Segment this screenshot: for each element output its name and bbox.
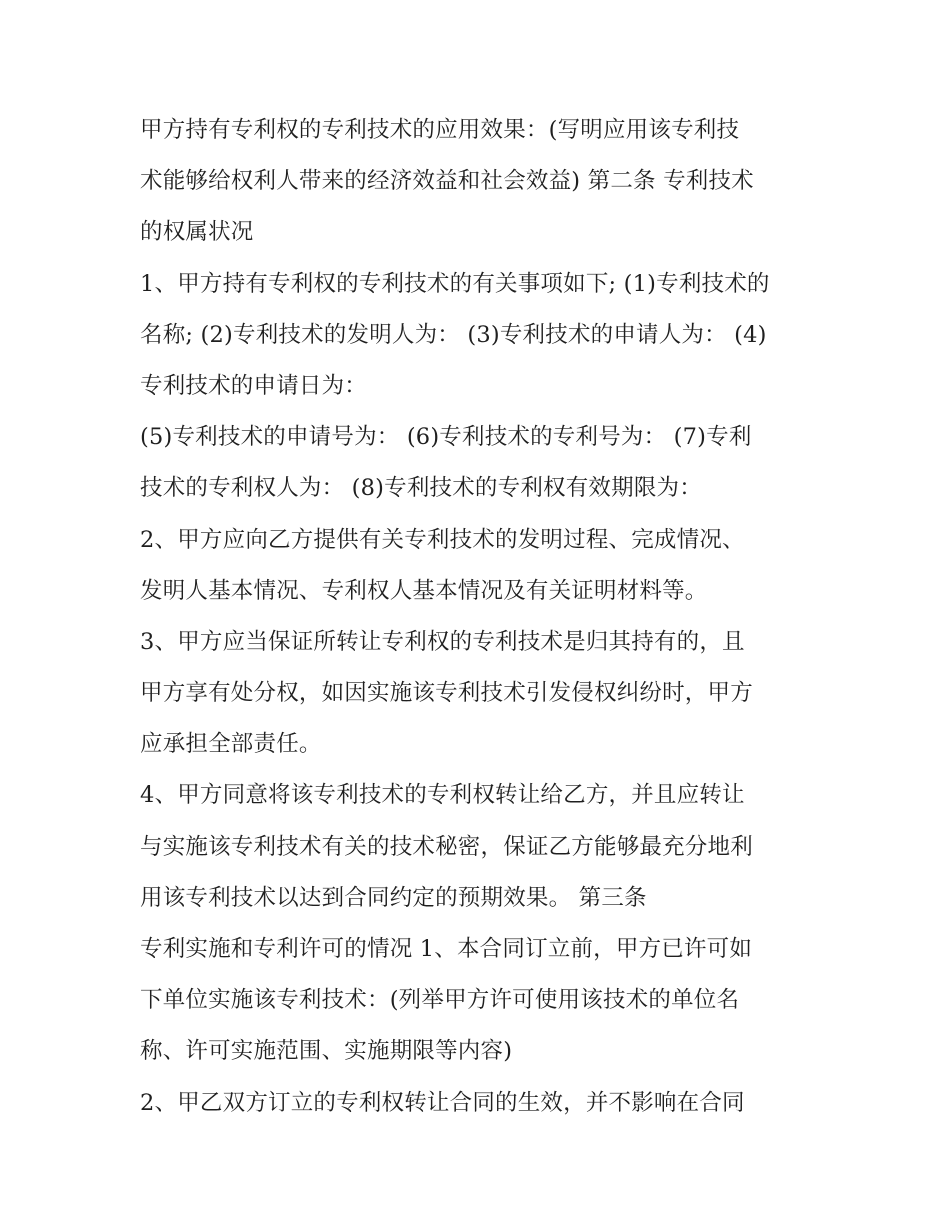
text-line: 下单位实施该专利技术：(列举甲方许可使用该技术的单位名 [140,987,740,1014]
text-line: 3、甲方应当保证所转让专利权的专利技术是归其持有的，且 [140,628,745,655]
text-line: (5)专利技术的申请号为： (6)专利技术的专利号为： (7)专利 [140,424,752,451]
text-line: 称、许可实施范围、实施期限等内容) [140,1038,513,1065]
text-line: 1、甲方持有专利权的专利技术的有关事项如下; (1)专利技术的 [140,270,770,297]
text-line: 用该专利技术以达到合同约定的预期效果。 第三条 [140,884,647,911]
text-line: 的权属状况 [140,219,254,246]
text-line: 名称; (2)专利技术的发明人为： (3)专利技术的申请人为： (4) [140,321,767,348]
text-line: 应承担全部责任。 [140,731,322,758]
text-line: 4、甲方同意将该专利技术的专利权转让给乙方，并且应转让 [140,782,745,809]
text-line: 与实施该专利技术有关的技术秘密，保证乙方能够最充分地利 [140,833,753,860]
text-line: 发明人基本情况、专利权人基本情况及有关证明材料等。 [140,577,708,604]
text-line: 2、甲方应向乙方提供有关专利技术的发明过程、完成情况、 [140,526,745,553]
text-line: 甲方享有处分权，如因实施该专利技术引发侵权纠纷时，甲方 [140,680,753,707]
document-body [140,111,820,1135]
text-line: 2、甲乙双方订立的专利权转让合同的生效，并不影响在合同 [140,1089,745,1116]
text-line: 技术的专利权人为： (8)专利技术的专利权有效期限为： [140,475,702,502]
text-line: 甲方持有专利权的专利技术的应用效果：(写明应用该专利技 [140,117,740,143]
text-line: 专利技术的申请日为： [140,372,368,399]
text-line: 专利实施和专利许可的情况 1、本合同订立前，甲方已许可如 [140,936,753,962]
text-line: 术能够给权利人带来的经济效益和社会效益) 第二条 专利技术 [140,168,754,195]
